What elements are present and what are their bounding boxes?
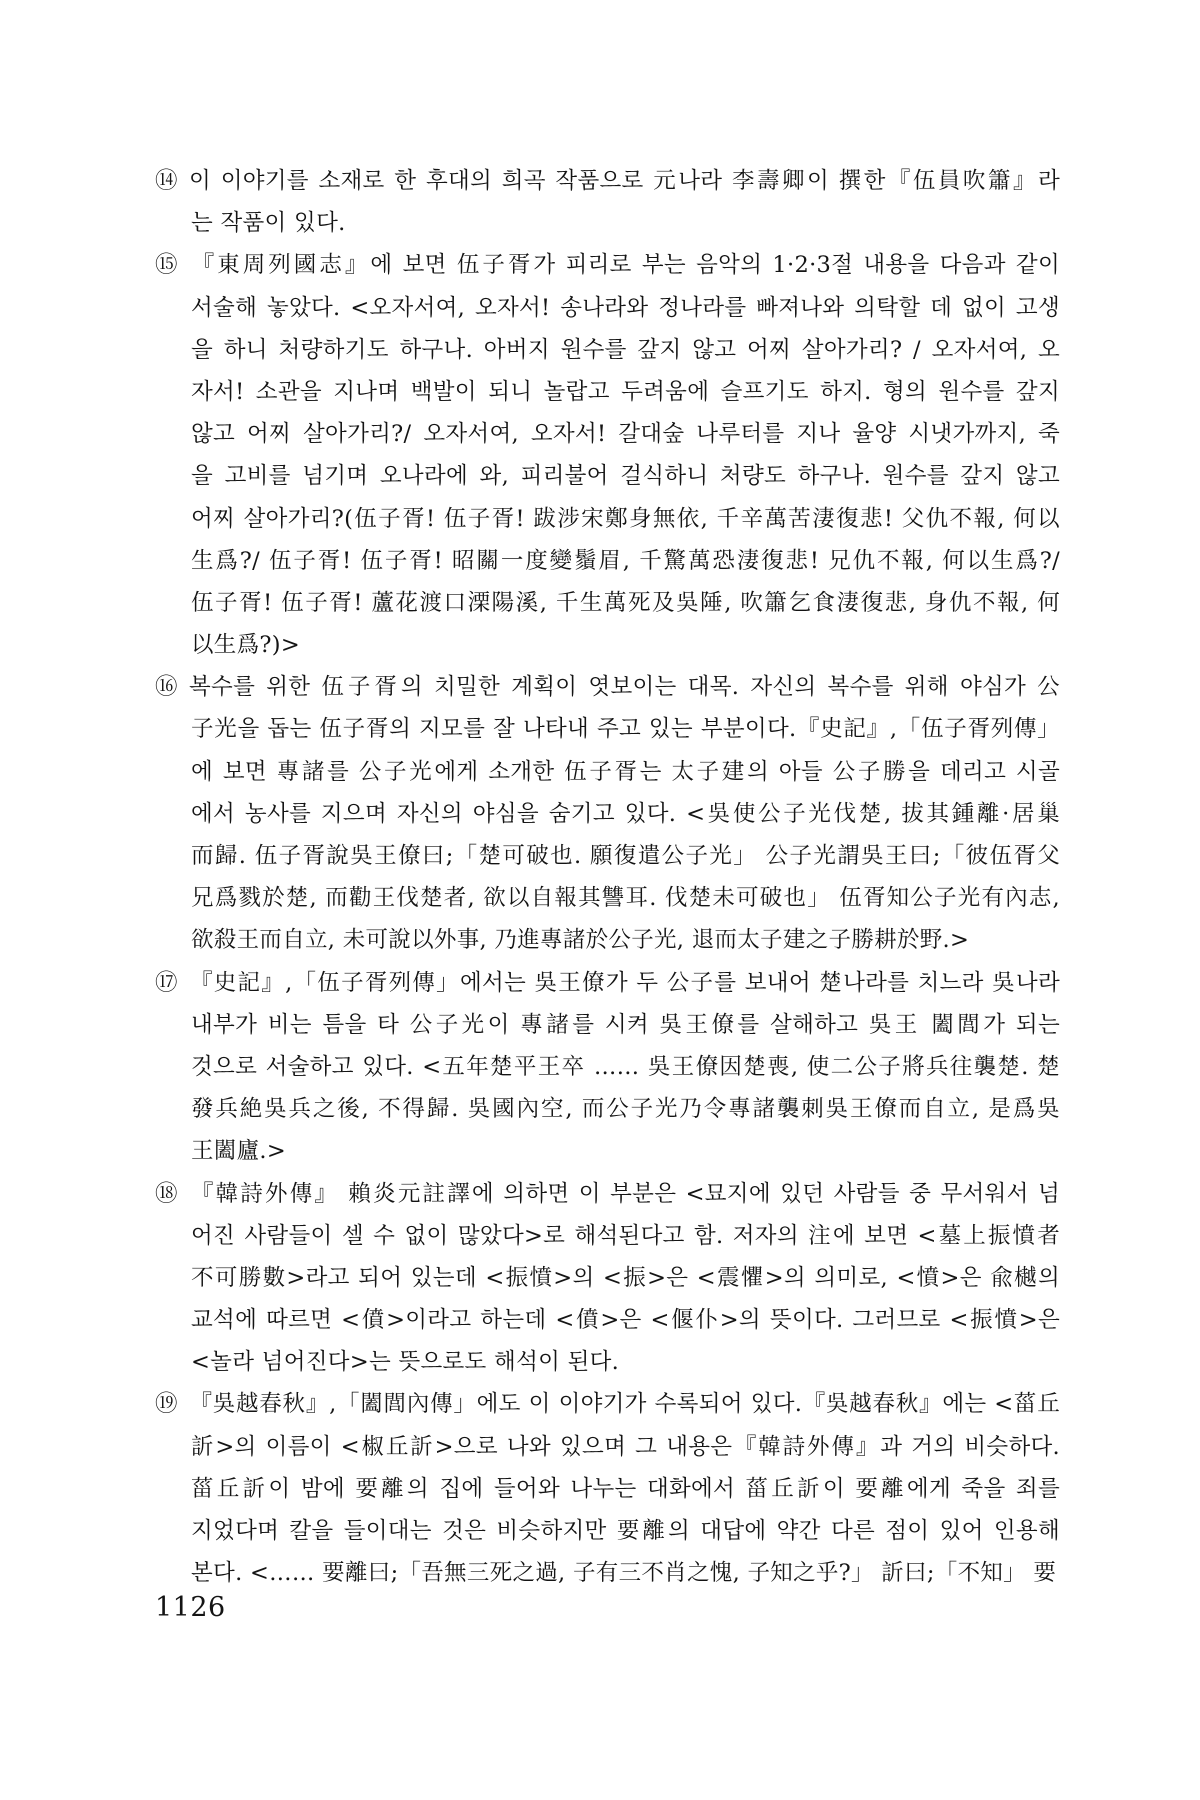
footnote-text: 伍子胥! 伍子胥! 蘆花渡口溧陽溪, 千生萬死及吳陲, 吹簫乞食淒復悲, 身仇不報, 何 (191, 589, 1060, 616)
footnote-text: 『史記』,「伍子胥列傳」에서는 吳王僚가 두 公子를 보내어 楚나라를 치느라 吳나라 (189, 969, 1060, 996)
footnote-line (155, 1130, 1060, 1172)
footnote-text: 자서! 소관을 지나며 백발이 되니 놀랍고 두려움에 슬프기도 하지. 형의 원수를 갚지 (191, 378, 1060, 405)
footnote-line (155, 1552, 1060, 1594)
footnote-text: 을 고비를 넘기며 오나라에 와, 피리불어 걸식하니 처량도 하구나. 원수를 갚지 않고 (191, 463, 1060, 490)
footnote-line (155, 202, 1060, 244)
footnotes-body (155, 160, 1060, 1594)
footnote-text: 서술해 놓았다. <오자서여, 오자서! 송나라와 정나라를 빠져나와 의탁할 데 없이 고생 (191, 294, 1060, 321)
footnote-number: ⑲ (155, 1391, 178, 1418)
footnote-line (155, 371, 1060, 413)
footnote-line (155, 1468, 1060, 1510)
footnote-line (155, 751, 1060, 793)
footnote-number: ⑱ (155, 1180, 178, 1207)
footnote-line (155, 835, 1060, 877)
footnote-line (155, 793, 1060, 835)
footnote-line (155, 1215, 1060, 1257)
footnote-text: 不可勝數>라고 되어 있는데 <振憤>의 <振>은 <震懼>의 의미로, <憤>은 兪樾의 (191, 1264, 1060, 1291)
footnote-line (155, 1257, 1060, 1299)
footnote-text: 王闔廬.> (191, 1138, 287, 1165)
footnote-text: 生爲?/ 伍子胥! 伍子胥! 昭關一度變鬚眉, 千驚萬恐淒復悲! 兄仇不報, 何以生爲?/ (191, 547, 1060, 574)
footnote-text: 본다. <…… 要離曰;「吾無三死之過, 子有三不肖之愧, 子知之乎?」 訢曰;「不知」 要 (191, 1560, 1057, 1587)
footnote-number: ⑮ (155, 252, 178, 279)
footnote-line (155, 1383, 1060, 1425)
footnote (155, 962, 1060, 1173)
footnote-line (155, 244, 1060, 286)
footnote-line (155, 1046, 1060, 1088)
footnote-line (155, 666, 1060, 708)
footnote-text: 『東周列國志』에 보면 伍子胥가 피리로 부는 음악의 1·2·3절 내용을 다음과 같이 (189, 252, 1060, 279)
footnote-line (155, 455, 1060, 497)
footnote-line (155, 1426, 1060, 1468)
footnote-number: ⑰ (155, 969, 178, 996)
footnote (155, 1383, 1060, 1594)
footnote-text: 以生爲?)> (191, 632, 300, 659)
footnote-line (155, 962, 1060, 1004)
footnote-text: 것으로 서술하고 있다. <五年楚平王卒 …… 吳王僚因楚喪, 使二公子將兵往襲楚. 楚 (191, 1053, 1060, 1080)
footnote-line (155, 582, 1060, 624)
footnote-text: 子光을 돕는 伍子胥의 지모를 잘 나타내 주고 있는 부분이다.『史記』,「伍子胥列傳」 (191, 716, 1060, 743)
footnote (155, 666, 1060, 961)
footnote-text: 복수를 위한 伍子胥의 치밀한 계획이 엿보이는 대목. 자신의 복수를 위해 야심가 公 (189, 674, 1060, 701)
footnote-text: 訢>의 이름이 <椒丘訢>으로 나와 있으며 그 내용은『韓詩外傳』과 거의 비슷하다. (191, 1433, 1060, 1460)
footnote-text: 는 작품이 있다. (191, 210, 346, 237)
footnote-line (155, 287, 1060, 329)
footnote-text: 『吳越春秋』,「闔閭內傳」에도 이 이야기가 수록되어 있다.『吳越春秋』에는 <菑丘 (189, 1391, 1060, 1418)
page-number: 1126 (155, 1592, 226, 1623)
footnote-line (155, 1299, 1060, 1341)
footnote-text: 發兵絶吳兵之後, 不得歸. 吳國內空, 而公子光乃令專諸襲刺吳王僚而自立, 是爲吳 (191, 1096, 1060, 1123)
footnote (155, 244, 1060, 666)
footnote-text: 어진 사람들이 셀 수 없이 많았다>로 해석된다고 함. 저자의 注에 보면 <墓上振憤者 (191, 1222, 1060, 1249)
footnote-text: 을 하니 처량하기도 하구나. 아버지 원수를 갚지 않고 어찌 살아가리? / 오자서여, 오 (191, 336, 1060, 363)
footnote-text: 교석에 따르면 <僨>이라고 하는데 <僨>은 <偃仆>의 뜻이다. 그러므로 <振憤>은 (191, 1307, 1060, 1334)
footnote-line (155, 1341, 1060, 1383)
footnote-line (155, 1510, 1060, 1552)
footnote-text: 지었다며 칼을 들이대는 것은 비슷하지만 要離의 대답에 약간 다른 점이 있어 인용해 (191, 1518, 1060, 1544)
footnote-line (155, 498, 1060, 540)
footnote-line (155, 708, 1060, 750)
footnote (155, 1173, 1060, 1384)
footnote-number: ⑯ (155, 674, 178, 701)
footnote-text: <놀라 넘어진다>는 뜻으로도 해석이 된다. (191, 1349, 620, 1376)
footnote-text: 而歸. 伍子胥說吳王僚曰;「楚可破也. 願復遣公子光」 公子光謂吳王曰;「彼伍胥父 (191, 843, 1060, 869)
footnote-line (155, 1004, 1060, 1046)
footnote (155, 160, 1060, 244)
footnote-text: 에 보면 專諸를 公子光에게 소개한 伍子胥는 太子建의 아들 公子勝을 데리고 시골 (191, 758, 1060, 785)
footnote-line (155, 1173, 1060, 1215)
footnote-text: 내부가 비는 틈을 타 公子光이 專諸를 시켜 吳王僚를 살해하고 吳王 闔閭가 되는 (191, 1011, 1060, 1038)
footnote-text: 『韓詩外傳』 賴炎元註譯에 의하면 이 부분은 <묘지에 있던 사람들 중 무서워서 넘 (189, 1180, 1060, 1207)
footnote-line (155, 624, 1060, 666)
footnote-line (155, 877, 1060, 919)
footnote-text: 欲殺王而自立, 未可說以外事, 乃進專諸於公子光, 退而太子建之子勝耕於野.> (191, 927, 970, 954)
footnote-text: 에서 농사를 지으며 자신의 야심을 숨기고 있다. <吳使公子光伐楚, 拔其鍾離·居巢 (191, 800, 1060, 827)
footnote-text: 菑丘訢이 밤에 要離의 집에 들어와 나누는 대화에서 菑丘訢이 要離에게 죽을 죄를 (191, 1475, 1060, 1502)
footnote-text: 兄爲戮於楚, 而勸王伐楚者, 欲以自報其讐耳. 伐楚未可破也」 伍胥知公子光有內志, (191, 885, 1060, 912)
footnote-text: 않고 어찌 살아가리?/ 오자서여, 오자서! 갈대숲 나루터를 지나 율양 시냇가까지, 죽 (191, 421, 1060, 448)
footnote-line (155, 413, 1060, 455)
footnote-line (155, 160, 1060, 202)
footnote-line (155, 919, 1060, 961)
footnote-line (155, 540, 1060, 582)
footnote-number: ⑭ (155, 168, 178, 194)
footnote-text: 이 이야기를 소재로 한 후대의 희곡 작품으로 元나라 李壽卿이 撰한『伍員吹簫』라 (189, 168, 1060, 194)
footnote-line (155, 1088, 1060, 1130)
footnote-line (155, 329, 1060, 371)
footnote-text: 어찌 살아가리?(伍子胥! 伍子胥! 跋涉宋鄭身無依, 千辛萬苦淒復悲! 父仇不報, 何以 (191, 505, 1060, 532)
